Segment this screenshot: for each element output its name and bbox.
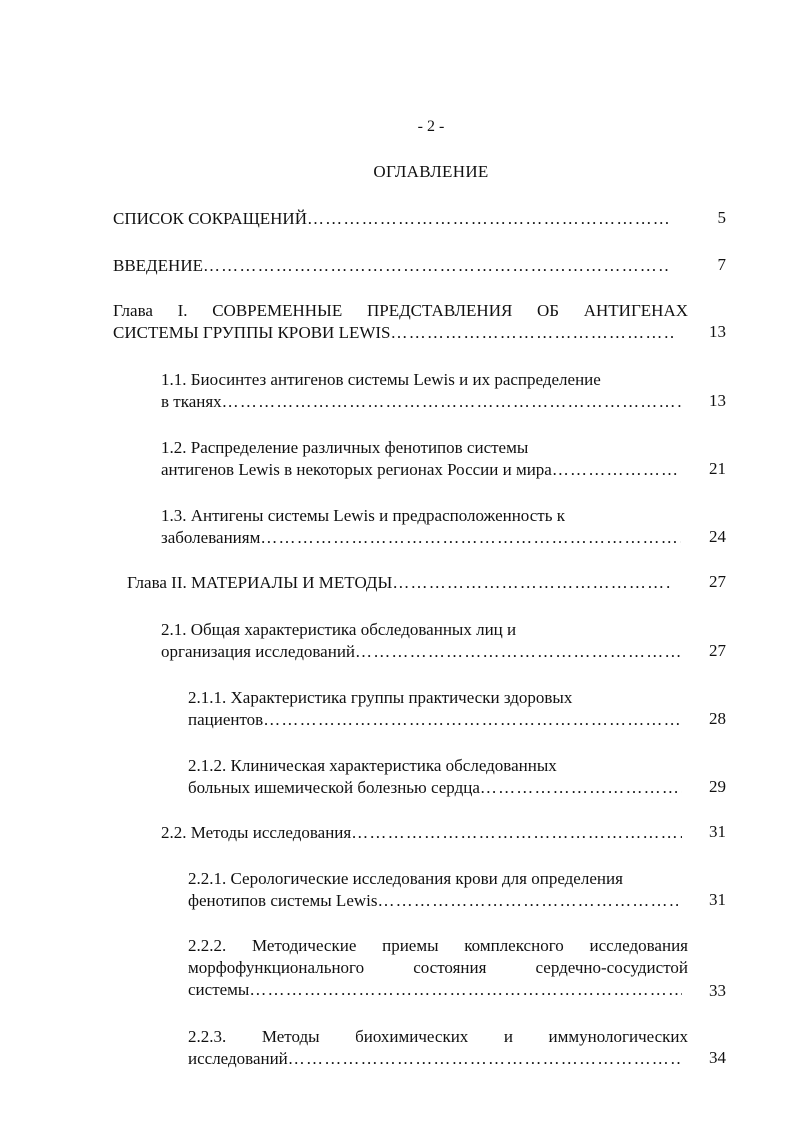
toc-entry-line: 1.3. Антигены системы Lewis и предрасположенность к: [161, 506, 565, 525]
toc-entry: [188, 687, 682, 731]
page-number: - 2 -: [417, 118, 445, 135]
toc-page-ref: 31: [709, 890, 726, 909]
toc-entry-line: больных ишемической болезнью сердца ……………………………………………………………………………………………………………………………………………………: [188, 777, 682, 799]
toc-entry: [161, 369, 681, 413]
toc-entry-line: 2.2.2. Методические приемы комплексного исследования: [188, 936, 688, 955]
toc-page-ref: 5: [717, 208, 726, 227]
toc-entry-line: 2.1.1. Характеристика группы практически здоровых: [188, 688, 573, 707]
toc-entry: [113, 255, 669, 277]
toc-entry-line: исследований ……………………………………………………………………………………………………………………………………………………: [188, 1048, 682, 1070]
toc-entry-line: системы ……………………………………………………………………………………………………………………………………………………: [188, 979, 682, 1001]
toc-entry-line: организация исследований ……………………………………………………………………………………………………………………………………………………: [161, 641, 681, 663]
toc-entry: [127, 572, 672, 594]
toc-page-ref: 31: [709, 822, 726, 841]
toc-title: ОГЛАВЛЕНИЕ: [373, 162, 489, 181]
toc-entry: [161, 619, 681, 663]
toc-page-ref: 27: [709, 572, 726, 591]
toc-entry-line: 2.2.3. Методы биохимических и иммунологических: [188, 1027, 688, 1046]
toc-entry-line: 2.2. Методы исследования ……………………………………………………………………………………………………………………………………………………: [161, 822, 682, 844]
toc-entry: [188, 755, 682, 799]
toc-entry: [161, 505, 681, 549]
toc-page-ref: 34: [709, 1048, 726, 1067]
toc-entry-line: Глава II. МАТЕРИАЛЫ И МЕТОДЫ ……………………………………………………………………………………………………………………………………………………: [127, 572, 672, 594]
toc-entry-line: морфофункционального состояния сердечно-сосудистой: [188, 958, 688, 977]
toc-page-ref: 13: [709, 322, 726, 341]
toc-entry-line: 1.2. Распределение различных фенотипов системы: [161, 438, 529, 457]
toc-entry: [161, 822, 682, 844]
toc-entry: [161, 437, 681, 481]
toc-entry: [188, 935, 688, 1001]
toc-page-ref: 33: [709, 981, 726, 1000]
toc-entry: [188, 1026, 688, 1070]
toc-entry-line: 2.2.1. Серологические исследования крови для определения: [188, 869, 623, 888]
toc-page-ref: 29: [709, 777, 726, 796]
toc-entry: [113, 208, 669, 230]
toc-entry-line: антигенов Lewis в некоторых регионах России и мира ……………………………………………………………………………………………………………………………………………………: [161, 459, 681, 481]
toc-entry-line: ВВЕДЕНИЕ ……………………………………………………………………………………………………………………………………………………: [113, 255, 669, 277]
toc-entry-line: пациентов ……………………………………………………………………………………………………………………………………………………: [188, 709, 682, 731]
toc-page-ref: 7: [717, 255, 726, 274]
toc-entry-line: Глава I. СОВРЕМЕННЫЕ ПРЕДСТАВЛЕНИЯ ОБ АНТИГЕНАХ: [113, 301, 688, 320]
toc-entry-line: 1.1. Биосинтез антигенов системы Lewis и их распределение: [161, 370, 601, 389]
toc-entry-line: 2.1. Общая характеристика обследованных лиц и: [161, 620, 517, 639]
toc-entry: [188, 868, 678, 912]
toc-entry-line: заболеваниям ……………………………………………………………………………………………………………………………………………………: [161, 527, 681, 549]
toc-page-ref: 21: [709, 459, 726, 478]
toc-page-ref: 28: [709, 709, 726, 728]
toc-entry-line: 2.1.2. Клиническая характеристика обследованных: [188, 756, 557, 775]
toc-entry-line: в тканях ……………………………………………………………………………………………………………………………………………………: [161, 391, 681, 413]
toc-entry-line: фенотипов системы Lewis ……………………………………………………………………………………………………………………………………………………: [188, 890, 678, 912]
toc-entry: [113, 300, 688, 344]
toc-entry-line: СИСТЕМЫ ГРУППЫ КРОВИ LEWIS ……………………………………………………………………………………………………………………………………………………: [113, 322, 675, 344]
toc-page-ref: 27: [709, 641, 726, 660]
toc-page-ref: 13: [709, 391, 726, 410]
toc-page-ref: 24: [709, 527, 726, 546]
toc-entry-line: СПИСОК СОКРАЩЕНИЙ ……………………………………………………………………………………………………………………………………………………: [113, 208, 669, 230]
